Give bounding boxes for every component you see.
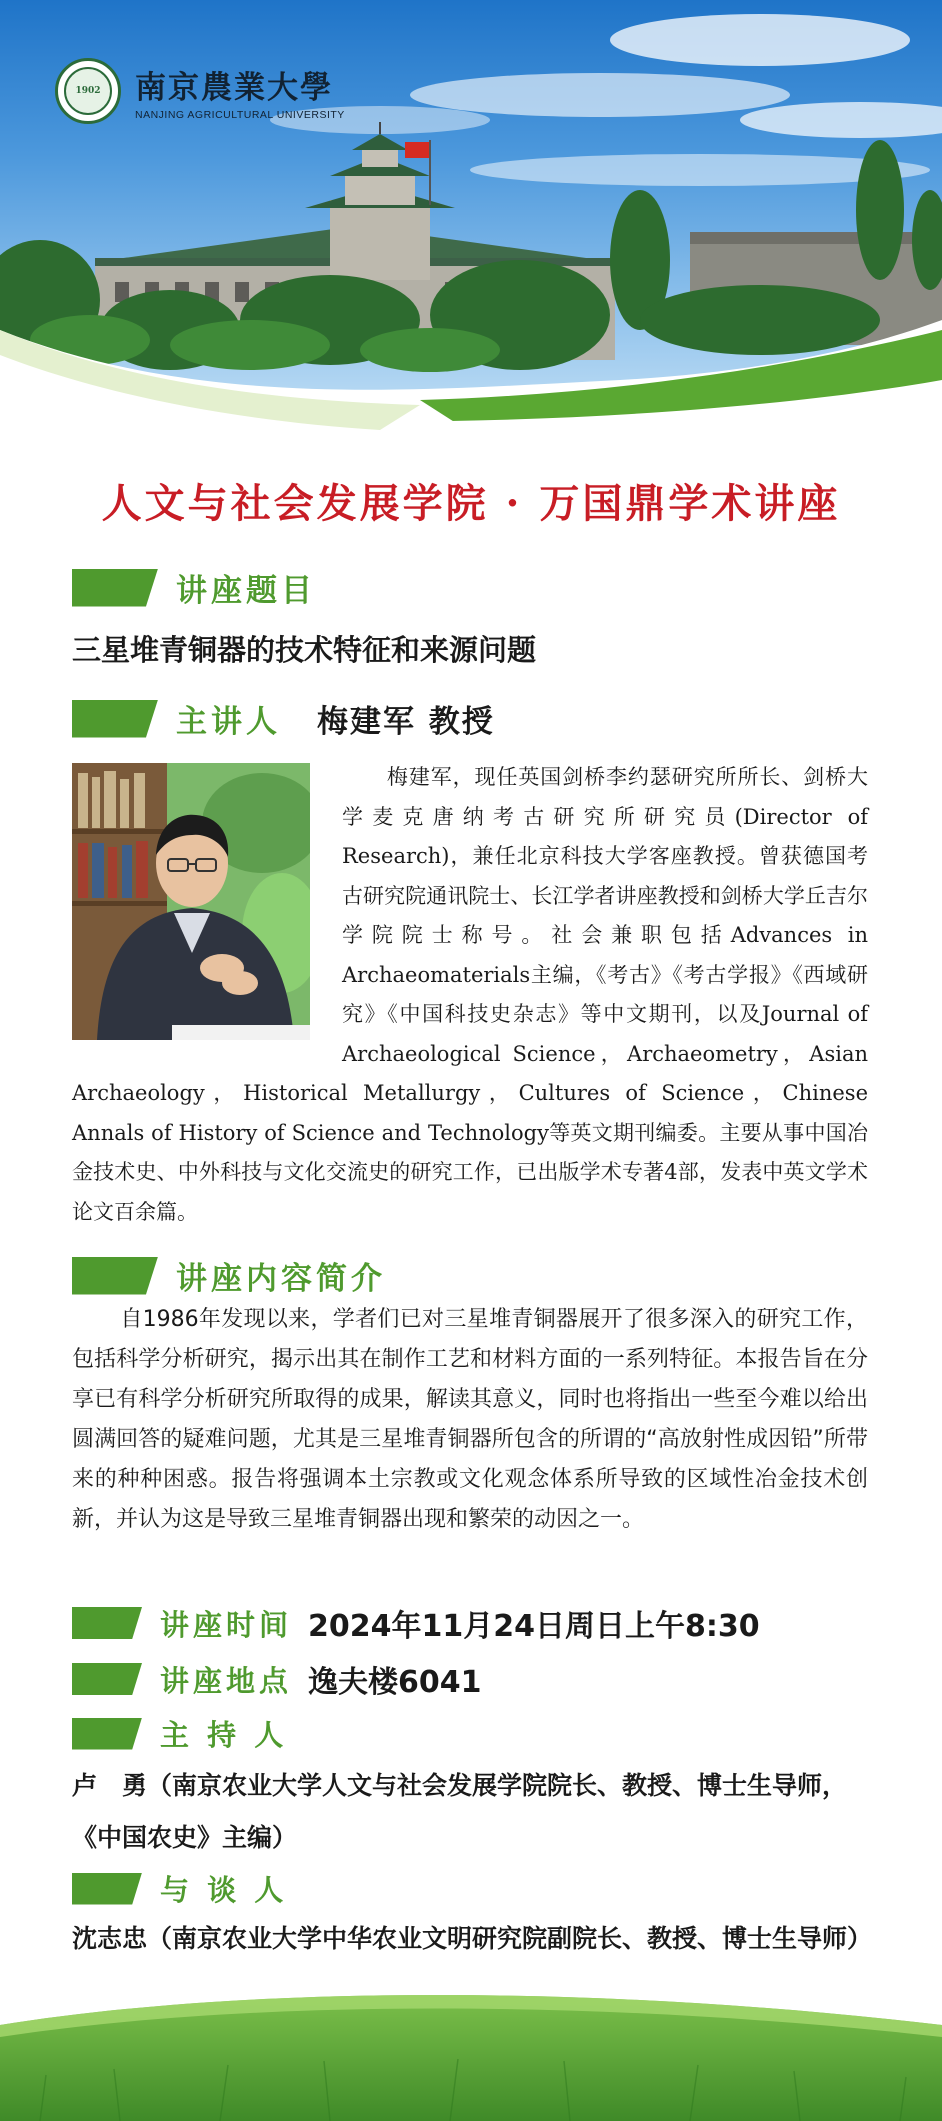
section-label: 讲座题目 xyxy=(176,573,316,609)
header-banner xyxy=(0,0,942,440)
section-marker-icon xyxy=(72,700,158,738)
speaker-bio-text: 梅建军，现任英国剑桥李约瑟研究所所长、剑桥大学麦克唐纳考古研究所研究员(Director of Research)，兼任北京科技大学客座教授。曾获德国考古研究院通讯院士、长江学者讲座教授和剑桥大学丘吉尔学院院士称号。社会兼职包括Advances in Archaeomaterials主编，《考古》《考古学报》《西域研究》《中国科技史杂志》等中文期刊，以及Journal of Archaeological Science，Archaeometry，Asian Archaeology，Historical Metallurgy，Cultures of Science，Chinese Annals of History of Science and Technology等英文期刊编委。主要从事中国冶金技术史、中外科技与文化交流史的研究工作，已出版学术专著4部，发表中英文学术论文百余篇。 xyxy=(72,765,868,1224)
page-title: 人文与社会发展学院 · 万国鼎学术讲座 xyxy=(101,480,841,527)
speaker-bio xyxy=(72,758,868,1232)
university-seal-icon xyxy=(55,58,121,124)
university-name-en: NANJING AGRICULTURAL UNIVERSITY xyxy=(135,108,345,121)
section-topic xyxy=(72,565,316,610)
section-marker-icon xyxy=(72,1663,142,1695)
university-logo xyxy=(55,58,345,124)
section-host xyxy=(72,1713,287,1754)
section-marker-icon xyxy=(72,1873,142,1905)
speaker-name: 梅建军 教授 xyxy=(317,704,495,740)
section-summary xyxy=(72,1253,386,1298)
lecture-time: 2024年11月24日周日上午8:30 xyxy=(308,1609,760,1644)
section-marker-icon xyxy=(72,569,158,607)
section-place xyxy=(72,1657,482,1701)
university-name-cn: 南京農業大學 xyxy=(135,69,333,106)
section-label: 主 持 人 xyxy=(160,1718,288,1752)
section-marker-icon xyxy=(72,1718,142,1750)
host-info: 卢 勇（南京农业大学人文与社会发展学院院长、教授、博士生导师，《中国农史》主编） xyxy=(72,1771,848,1852)
section-speaker xyxy=(72,696,495,741)
lecture-topic: 三星堆青铜器的技术特征和来源问题 xyxy=(72,633,537,667)
section-label: 与 谈 人 xyxy=(160,1873,288,1907)
section-label: 讲座内容简介 xyxy=(176,1261,386,1297)
grass-footer xyxy=(0,1985,942,2121)
lecture-summary-text: 自1986年发现以来，学者们已对三星堆青铜器展开了很多深入的研究工作，包括科学分析研究，揭示出其在制作工艺和材料方面的一系列特征。本报告旨在分享已有科学分析研究所取得的成果，解读其意义，同时也将指出一些至今难以给出圆满回答的疑难问题，尤其是三星堆青铜器所包含的所谓的“高放射性成因铅”所带来的种种困惑。报告将强调本土宗教或文化观念体系所导致的区域性冶金技术创新，并认为这是导致三星堆青铜器出现和繁荣的动因之一。 xyxy=(72,1307,868,1532)
section-label: 讲座时间 xyxy=(160,1607,293,1642)
lecture-summary xyxy=(72,1300,868,1540)
lecture-place: 逸夫楼6041 xyxy=(308,1665,482,1700)
seal-year: 1902 xyxy=(75,86,101,96)
section-marker-icon xyxy=(72,1607,142,1639)
discussant-info: 沈志忠（南京农业大学中华农业文明研究院副院长、教授、博士生导师） xyxy=(72,1924,873,1953)
section-time xyxy=(72,1601,760,1645)
section-marker-icon xyxy=(72,1257,158,1295)
section-label: 讲座地点 xyxy=(160,1663,293,1698)
section-discussant xyxy=(72,1868,287,1909)
section-label: 主讲人 xyxy=(176,704,281,740)
